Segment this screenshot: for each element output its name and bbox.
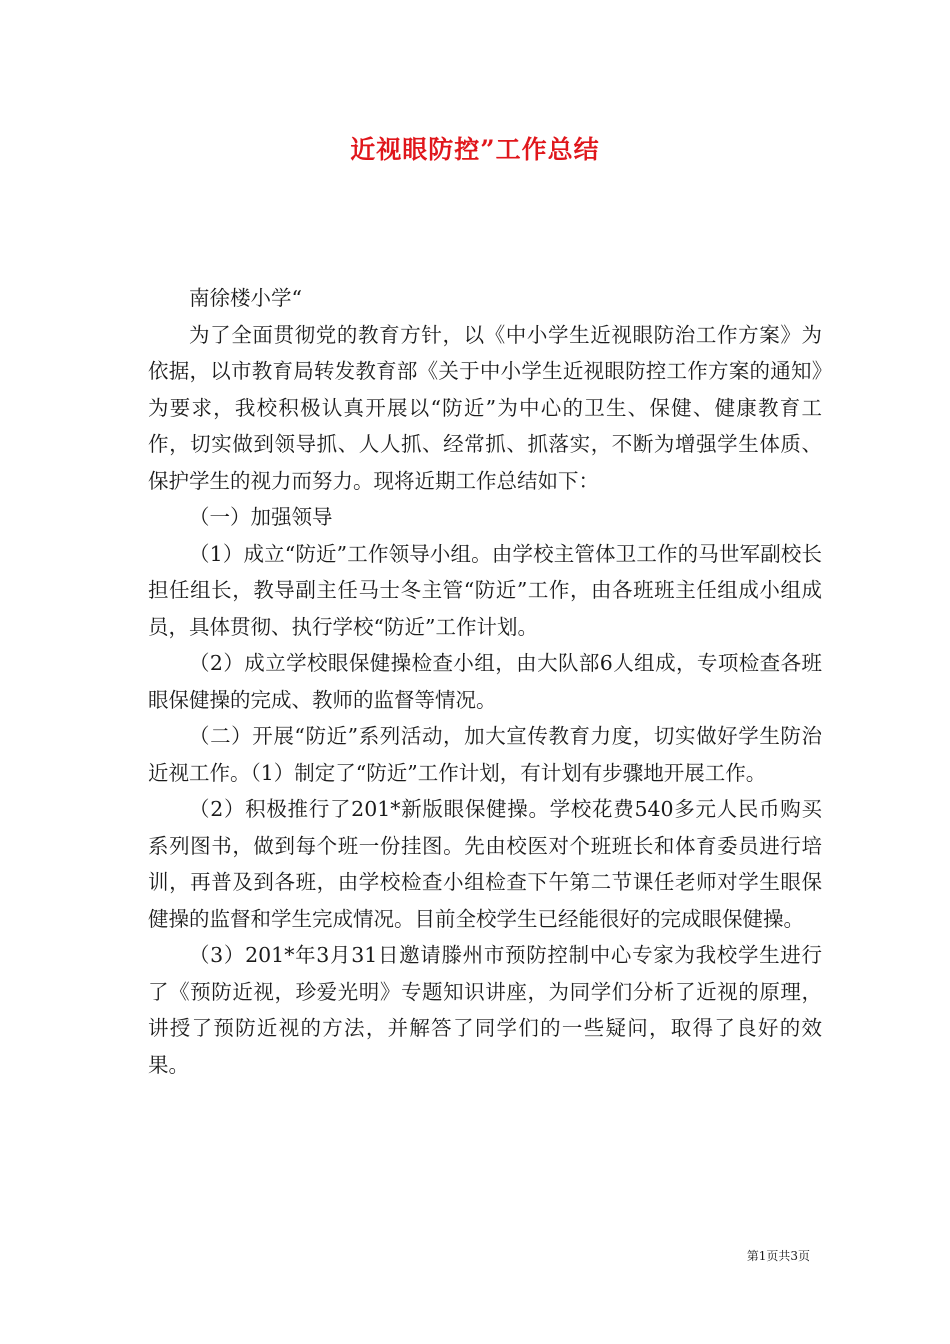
page-footer	[700, 1248, 810, 1264]
paragraph-section-1-item-2: （2）成立学校眼保健操检查小组，由大队部6人组成，专项检查各班眼保健操的完成、教师的监督等情况。	[148, 651, 822, 712]
page-number: 第1页共3页	[746, 1249, 810, 1263]
paragraph-section-1-heading: （一）加强领导	[189, 505, 333, 529]
paragraph-intro: 为了全面贯彻党的教育方针，以《中小学生近视眼防治工作方案》为依据，以市教育局转发教育部《关于中小学生近视眼防控工作方案的通知》为要求，我校积极认真开展以“防近”为中心的卫生、保健、健康教育工作，切实做到领导抓、人人抓、经常抓、抓落实，不断为增强学生体质、保护学生的视力而努力。现将近期工作总结如下：	[148, 322, 822, 493]
paragraph-section-2-item-2: （2）积极推行了201*新版眼保健操。学校花费540多元人民币购买系列图书，做到每个班一份挂图。先由校医对个班班长和体育委员进行培训，再普及到各班，由学校检查小组检查下午第二节课任老师对学生眼保健操的监督和学生完成情况。目前全校学生已经能很好的完成眼保健操。	[148, 797, 822, 931]
paragraph-section-1-item-1: （1）成立“防近”工作领导小组。由学校主管体卫工作的马世军副校长担任组长，教导副主任马士冬主管“防近”工作，由各班班主任组成小组成员，具体贯彻、执行学校“防近”工作计划。	[148, 541, 822, 639]
document-body	[148, 280, 822, 1083]
paragraph-section-2-item-3: （3）201*年3月31日邀请滕州市预防控制中心专家为我校学生进行了《预防近视，珍爱光明》专题知识讲座，为同学们分析了近视的原理，讲授了预防近视的方法，并解答了同学们的一些疑问，取得了良好的效果。	[148, 943, 822, 1077]
page-title: 近视眼防控”工作总结	[350, 135, 600, 164]
paragraph-school-name: 南徐楼小学“	[189, 286, 302, 310]
paragraph-section-2-heading: （二）开展“防近”系列活动，加大宣传教育力度，切实做好学生防治近视工作。（1）制定了“防近”工作计划，有计划有步骤地开展工作。	[148, 724, 822, 785]
